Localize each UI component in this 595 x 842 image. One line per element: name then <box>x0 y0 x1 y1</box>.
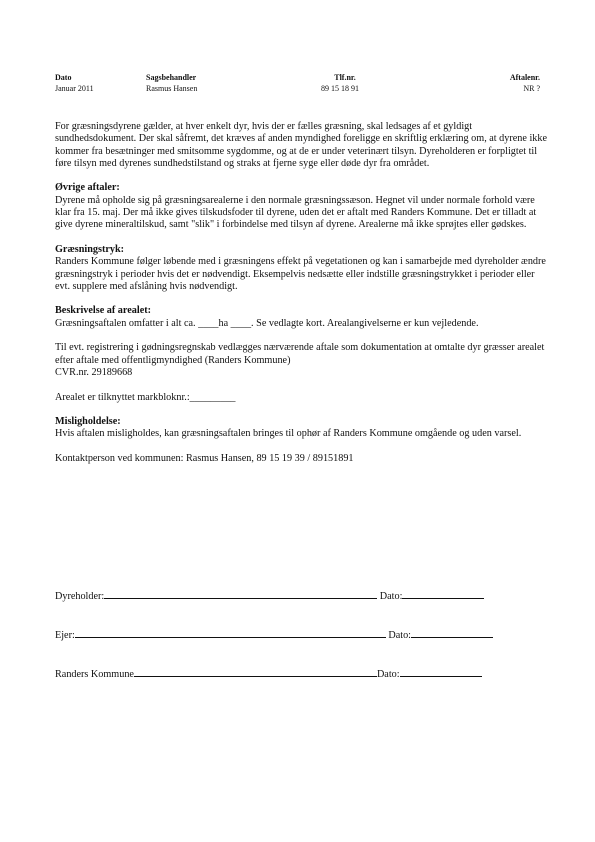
other-agreements-heading: Øvrige aftaler: <box>55 182 120 194</box>
holder-label: Dyreholder: <box>55 591 105 602</box>
holder-date-line[interactable] <box>402 589 484 599</box>
municipality-signature-line[interactable] <box>134 667 377 677</box>
owner-label: Ejer: <box>55 630 75 641</box>
case-officer-label: Sagsbehandler <box>146 73 197 82</box>
date-label: Dato <box>55 73 72 82</box>
header-date <box>55 72 94 94</box>
grazing-pressure-text: Randers Kommune følger løbende med i græsningens effekt på vegetationen og kan i samarbejde med dyreholder ændre græsningstryk i perioder hvis det er nødvendigt. Eksempelvis nedsætte eller indstille græsningstrykket i perioder eller evt. supplere med afslåning hvis nødvendigt. <box>55 256 546 292</box>
signature-row-owner <box>55 628 547 642</box>
owner-signature-line[interactable] <box>75 628 386 638</box>
markblok-line: Arealet er tilknyttet markbloknr.:_________ <box>55 391 236 403</box>
area-description-heading: Beskrivelse af arealet: <box>55 305 151 317</box>
holder-date-label: Dato: <box>379 591 403 602</box>
header-phone <box>321 72 359 94</box>
municipality-date-line[interactable] <box>400 667 482 677</box>
phone-label: Tlf.nr. <box>334 73 356 82</box>
area-description-text: Græsningsaftalen omfatter i alt ca. ____ha ____. Se vedlagte kort. Arealangivelserne er kun vejledende. <box>55 317 479 329</box>
contact-person-line: Kontaktperson ved kommunen: Rasmus Hansen, 89 15 19 39 / 89151891 <box>55 453 354 465</box>
holder-signature-line[interactable] <box>104 589 377 599</box>
other-agreements-text: Dyrene må opholde sig på græsningsarealerne i den normale græsningssæson. Hegnet vil under normale forhold være klar fra 15. maj. Der må ikke gives tilskudsfoder til dyrene, uden det er aftalt med Randers Kommune. Det er tilladt at give dyrene mineraltilskud, samt "slik" i forbindelse med tilsyn af dyrene. Arealerne må ikke sprøjtes eller gødskes. <box>55 194 537 231</box>
header-case-officer <box>146 72 197 94</box>
municipality-date-label: Dato: <box>376 669 400 680</box>
document-body <box>55 121 547 465</box>
breach-heading: Misligholdelse: <box>55 416 121 428</box>
owner-date-line[interactable] <box>411 628 493 638</box>
signature-row-holder <box>55 589 547 603</box>
registration-text: Til evt. registrering i gødningsregnskab vedlægges nærværende aftale som dokumentation at omtalte dyr græsser arealet efter aftale med offentligmyndighed (Randers Kommune) <box>55 342 545 366</box>
agreement-number-label: Aftalenr. <box>509 73 540 82</box>
grazing-pressure-heading: Græsningstryk: <box>55 243 125 255</box>
agreement-number-value: NR ? <box>523 84 540 93</box>
signature-row-municipality <box>55 667 547 681</box>
municipality-label: Randers Kommune <box>55 669 134 680</box>
phone-value: 89 15 18 91 <box>321 84 359 93</box>
intro-paragraph: For græsningsdyrene gælder, at hver enkelt dyr, hvis der er fælles græsning, skal ledsages af et gyldigt sundhedsdokument. Der skal såfremt, det kræves af anden myndighed foreligge en skriftlig erklæring om, at dyrene ikke kommer fra besætninger med smitsomme sygdomme, og at de er under veterinært tilsyn. Dyreholderen er forpligtet til føre tilsyn med dyrenes sundhedstilstand og straks at fjerne syge eller døde dyr fra området. <box>55 121 547 169</box>
case-officer-value: Rasmus Hansen <box>146 84 198 93</box>
owner-date-label: Dato: <box>388 630 411 641</box>
header-agreement-number <box>510 72 540 94</box>
date-value: Januar 2011 <box>55 84 94 93</box>
breach-text: Hvis aftalen misligholdes, kan græsningsaftalen bringes til ophør af Randers Kommune omgående og uden varsel. <box>55 428 522 440</box>
cvr-number: CVR.nr. 29189668 <box>55 366 133 378</box>
